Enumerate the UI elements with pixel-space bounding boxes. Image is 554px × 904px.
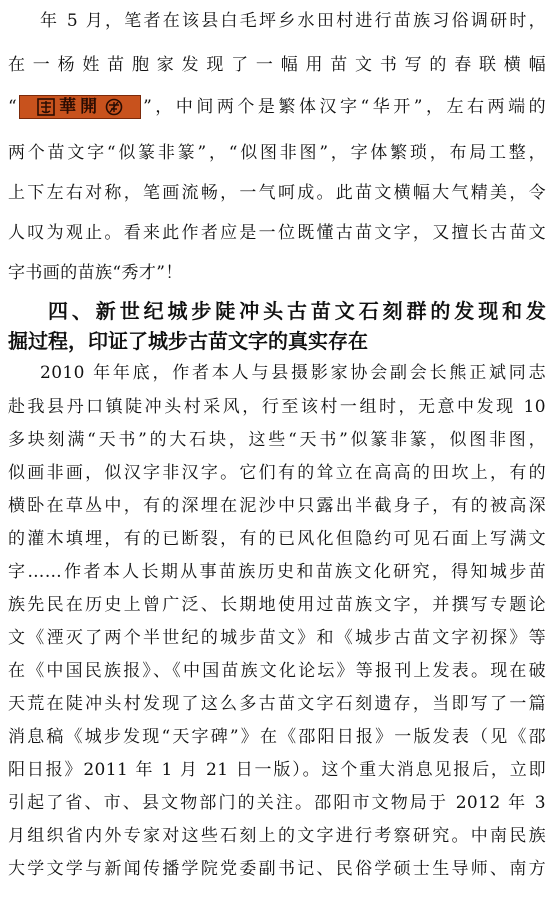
paragraph1-line1: 年 5 月，笔者在该县白毛坪乡水田村进行苗族习俗调研时， xyxy=(40,11,546,31)
paragraph2-line: 横卧在草丛中，有的深埋在泥沙中只露出半截身子，有的被高深 xyxy=(8,496,546,516)
paragraph2-line: 阳日报》2011 年 1 月 21 日一版）。这个重大消息见报后，立即 xyxy=(8,760,546,780)
paragraph2-line: 天荒在陡冲头村发现了这么多古苗文字石刻遗存，当即写了一篇 xyxy=(8,694,546,714)
paragraph1-line5: 上下左右对称，笔画流畅，一气呵成。此苗文横幅大气精美，令 xyxy=(8,183,546,203)
paragraph2-line: 大学文学与新闻传播学院党委副书记、民俗学硕士生导师、南方 xyxy=(8,859,546,879)
paragraph2-line: 2010 年年底，作者本人与县摄影家协会副会长熊正斌同志 xyxy=(40,363,546,383)
paragraph2-line: 字……作者本人长期从事苗族历史和苗族文化研究，得知城步苗 xyxy=(8,562,546,582)
paragraph2-line: 消息稿《城步发现“天字碑”》在《邵阳日报》一版发表（见《邵 xyxy=(8,727,546,747)
paragraph1-line3 xyxy=(8,92,546,122)
miao-couplet-banner xyxy=(19,95,141,119)
paragraph2-line: 族先民在历史上曾广泛、长期地使用过苗族文字，并撰写专题论 xyxy=(8,595,546,615)
open-quote: “ xyxy=(8,97,18,117)
section-heading-line1: 四、新世纪城步陡冲头古苗文石刻群的发现和发 xyxy=(48,299,546,323)
paragraph1-line4: 两个苗文字“似篆非篆”，“似图非图”，字体繁琐，布局工整， xyxy=(8,143,546,163)
paragraph1-line2: 在一杨姓苗胞家发现了一幅用苗文书写的春联横幅 xyxy=(8,55,546,75)
paragraph2-line: 引起了省、市、县文物部门的关注。邵阳市文物局于 2012 年 3 xyxy=(8,793,546,813)
paragraph2-line: 文《湮灭了两个半世纪的城步苗文》和《城步古苗文字初探》等 xyxy=(8,628,546,648)
paragraph2-line: 赴我县丹口镇陡冲头村采风，行至该村一组时，无意中发现 10 xyxy=(8,397,546,417)
paragraph2-line: 在《中国民族报》、《中国苗族文化论坛》等报刊上发表。现在破 xyxy=(8,661,546,681)
miao-glyph-right-icon xyxy=(105,98,123,116)
section-heading-line2: 掘过程，印证了城步古苗文字的真实存在 xyxy=(8,329,368,353)
paragraph2-line: 月组织省内外专家对这些石刻上的文字进行考察研究。中南民族 xyxy=(8,826,546,846)
banner-han-text: 華開 xyxy=(59,97,102,117)
paragraph1-line7: 字书画的苗族“秀才”！ xyxy=(8,263,183,283)
paragraph2-line: 多块刻满“天书”的大石块，这些“天书”似篆非篆，似图非图， xyxy=(8,430,546,450)
paragraph1-line6: 人叹为观止。看来此作者应是一位既懂古苗文字，又擅长古苗文 xyxy=(8,223,546,243)
miao-glyph-left-icon xyxy=(37,98,55,116)
paragraph2-line: 似画非画，似汉字非汉字。它们有的耸立在高高的田坎上，有的 xyxy=(8,463,546,483)
paragraph2-line: 的灌木填埋，有的已断裂，有的已风化但隐约可见石面上写满文 xyxy=(8,529,546,549)
paragraph1-line3-text: ”，中间两个是繁体汉字“华开”，左右两端的 xyxy=(143,97,546,117)
